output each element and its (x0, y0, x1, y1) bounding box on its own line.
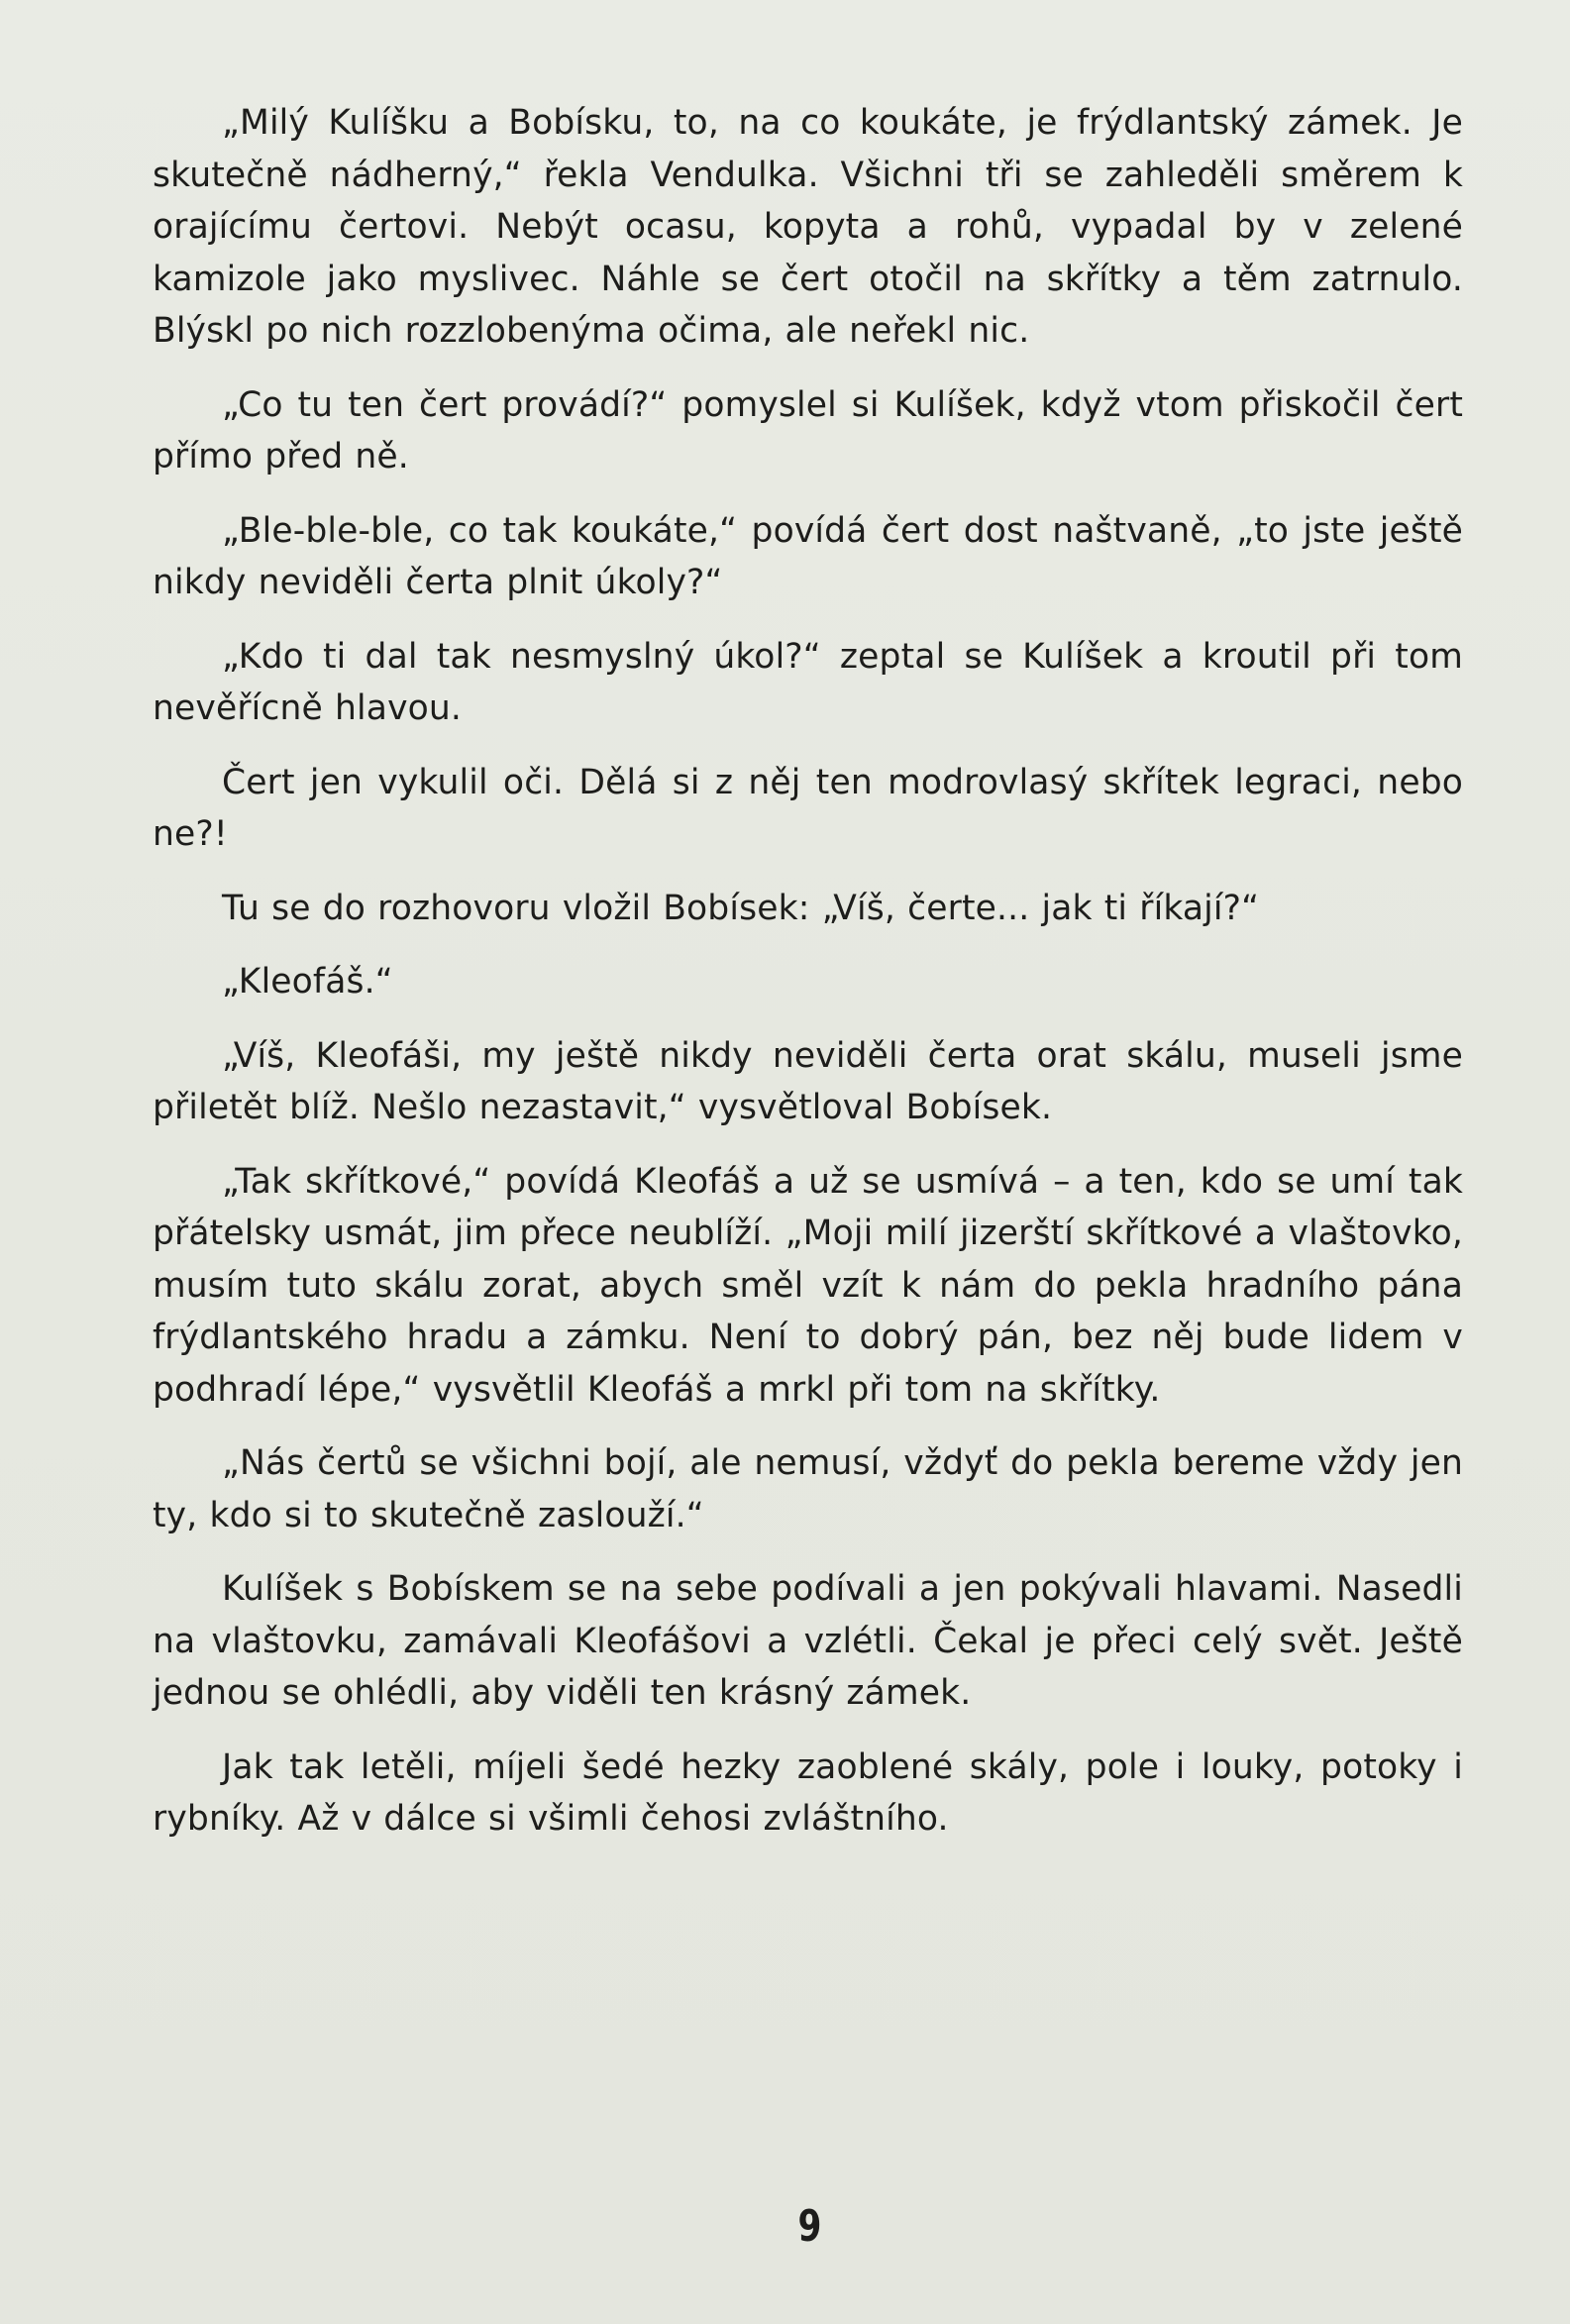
paragraph: Jak tak letěli, míjeli šedé hezky zaoblené skály, pole i louky, potoky i rybníky. Až v dálce si všimli čehosi zvláštního. (153, 1746, 1463, 1839)
paragraph: Tu se do rozhovoru vložil Bobísek: „Víš, čerte... jak ti říkají?“ (222, 888, 1260, 928)
paragraph: „Kleofáš.“ (222, 962, 393, 1002)
page-number: 9 (797, 2201, 822, 2252)
paragraph: „Kdo ti dal tak nesmyslný úkol?“ zeptal se Kulíšek a kroutil při tom nevěřícně hlavou. (153, 636, 1463, 728)
paragraph: „Tak skřítkové,“ povídá Kleofáš a už se usmívá – a ten, kdo se umí tak přátelsky usmát, jim přece neublíží. „Moji milí jizerští skřítkové a vlaštovko, musím tuto skálu zorat, abych směl vzít k nám do pekla hradního pána frýdlantského hradu a zámku. Není to dobrý pán, bez něj bude lidem v podhradí lépe,“ vysvětlil Kleofáš a mrkl při tom na skřítky. (153, 1161, 1463, 1410)
paragraph: „Milý Kulíšku a Bobísku, to, na co koukáte, je frýdlantský zámek. Je skutečně nádherný,“ řekla Vendulka. Všichni tři se zahleděli směrem k orajícímu čertovi. Nebýt ocasu, kopyta a rohů, vypadal by v zelené kamizole jako myslivec. Náhle se čert otočil na skřítky a těm zatrnulo. Blýskl po nich rozzlobenýma očima, ale neřekl nic. (153, 103, 1463, 351)
paragraph: „Ble-ble-ble, co tak koukáte,“ povídá čert dost naštvaně, „to jste ještě nikdy neviděli čerta plnit úkoly?“ (153, 510, 1463, 602)
paragraph: „Co tu ten čert provádí?“ pomyslel si Kulíšek, když vtom přiskočil čert přímo před ně. (153, 384, 1463, 476)
body-text (153, 97, 1463, 1846)
paragraph: „Nás čertů se všichni bojí, ale nemusí, vždyť do pekla bereme vždy jen ty, kdo si to skutečně zaslouží.“ (153, 1443, 1463, 1535)
paragraph: Kulíšek s Bobískem se na sebe podívali a jen pokývali hlavami. Nasedli na vlaštovku, zamávali Kleofášovi a vzlétli. Čekal je přeci celý svět. Ještě jednou se ohlédli, aby viděli ten krásný zámek. (153, 1569, 1463, 1713)
paragraph: „Víš, Kleofáši, my ještě nikdy neviděli čerta orat skálu, museli jsme přiletět blíž. Nešlo nezastavit,“ vysvětloval Bobísek. (153, 1035, 1463, 1127)
paragraph: Čert jen vykulil oči. Dělá si z něj ten modrovlasý skřítek legraci, nebo ne?! (153, 762, 1463, 854)
